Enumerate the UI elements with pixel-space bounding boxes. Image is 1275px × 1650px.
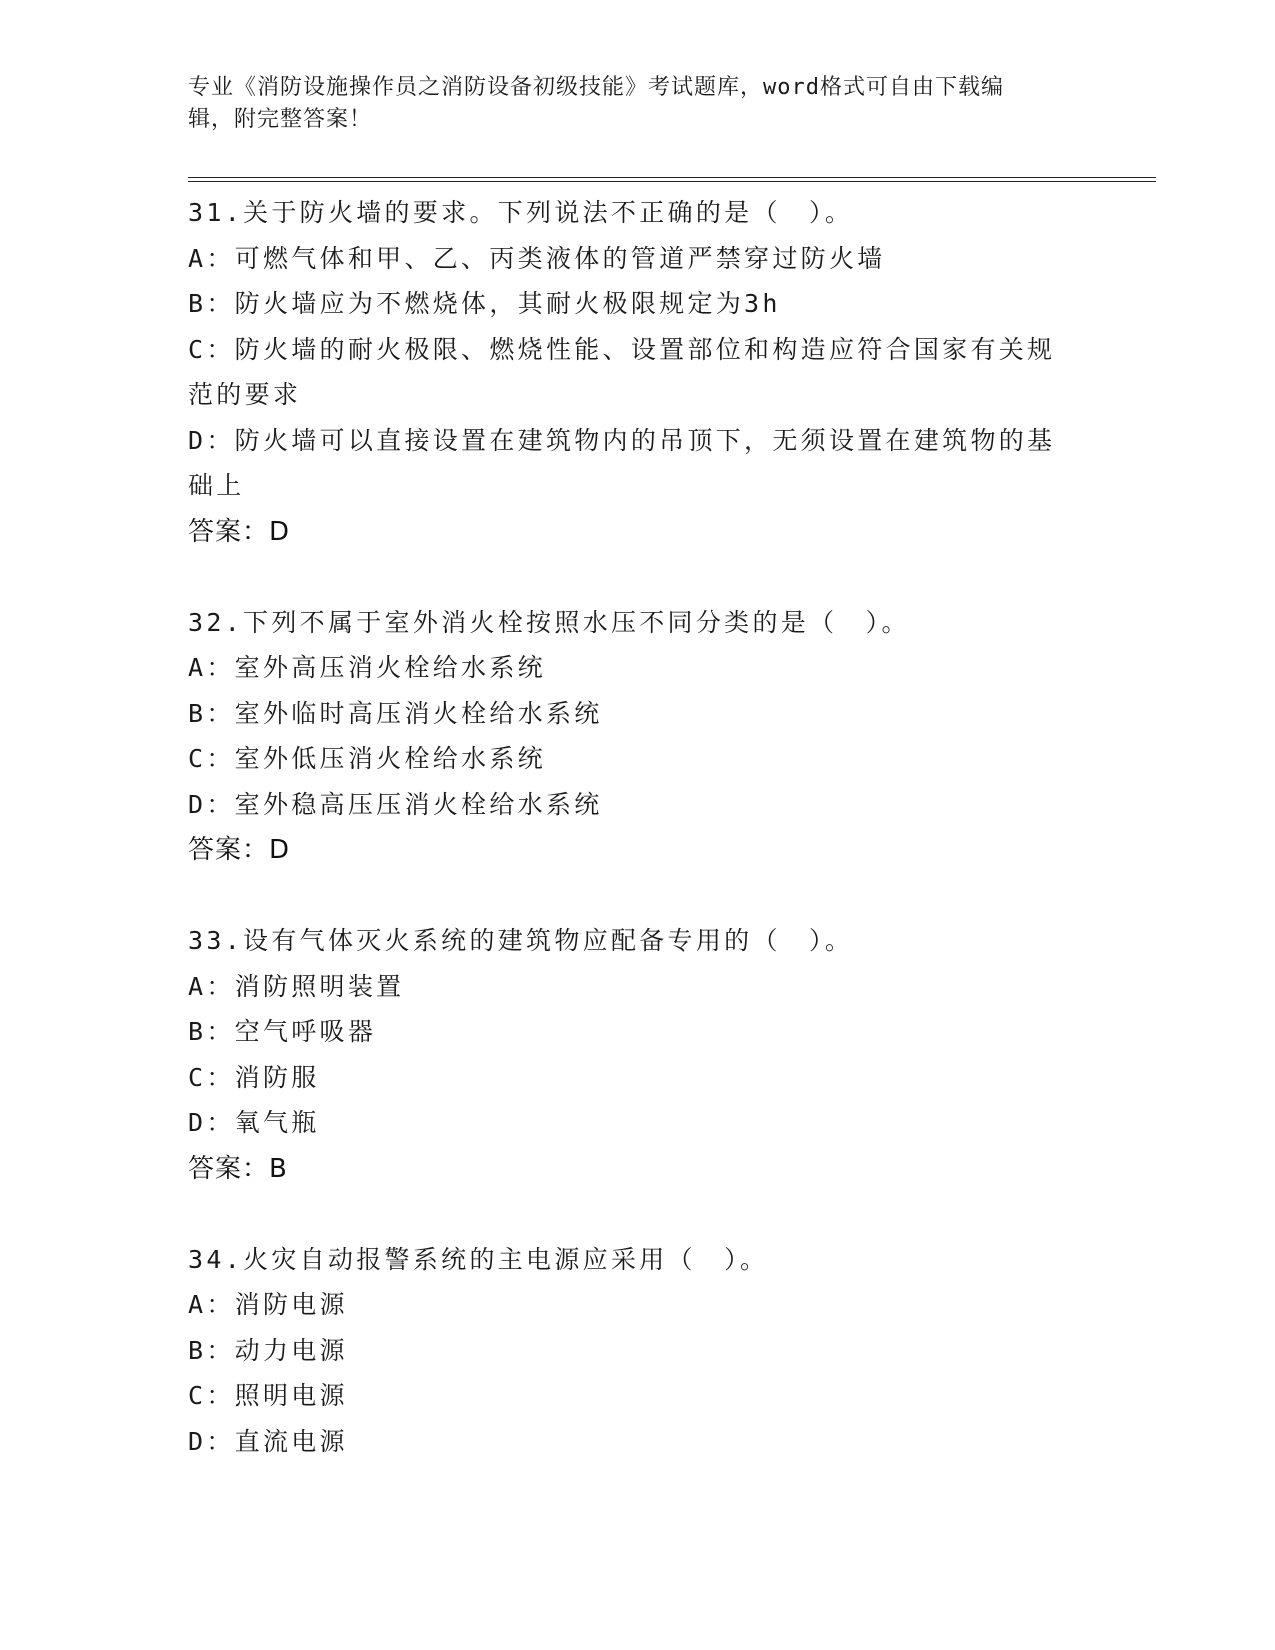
option-b	[188, 1009, 1078, 1055]
answer-label: 答案：D	[188, 516, 291, 547]
option-c	[188, 327, 1078, 418]
question-32	[188, 600, 1078, 874]
question-stem: 33.设有气体灭火系统的建筑物应配备专用的（ ）。	[188, 926, 854, 955]
header-rule-top	[188, 177, 1156, 178]
answer-label: 答案：B	[188, 1153, 288, 1184]
option-text: B：室外临时高压消火栓给水系统	[188, 698, 603, 728]
option-a	[188, 964, 1078, 1010]
option-c	[188, 1055, 1078, 1101]
option-b	[188, 691, 1078, 737]
option-text: D：直流电源	[188, 1426, 348, 1456]
option-text: C：防火墙的耐火极限、燃烧性能、设置部位和构造应符合国家有关规	[188, 334, 1056, 364]
option-text: C：照明电源	[188, 1381, 348, 1410]
option-text: B：动力电源	[188, 1335, 348, 1365]
option-d	[188, 782, 1078, 828]
option-b	[188, 1328, 1078, 1374]
option-text: A：室外高压消火栓给水系统	[188, 653, 546, 682]
option-text: A：消防照明装置	[188, 971, 405, 1001]
answer-label: 答案：D	[188, 835, 291, 865]
option-d	[188, 418, 1078, 509]
question-33	[188, 918, 1078, 1192]
question-stem: 32.下列不属于室外消火栓按照水压不同分类的是（ ）。	[188, 607, 910, 637]
option-d	[188, 1419, 1078, 1465]
option-a	[188, 645, 1078, 691]
option-text: D：防火墙可以直接设置在建筑物内的吊顶下，无须设置在建筑物的基	[188, 425, 1056, 455]
question-stem: 31.关于防火墙的要求。下列说法不正确的是（ ）。	[188, 198, 854, 227]
option-text: A：可燃气体和甲、乙、丙类液体的管道严禁穿过防火墙	[188, 243, 886, 273]
option-c	[188, 736, 1078, 782]
header-line-1: 专业《消防设施操作员之消防设备初级技能》考试题库，word格式可自由下载编	[188, 75, 1004, 100]
header-line-2: 辑，附完整答案！	[188, 107, 373, 132]
option-text: D：氧气瓶	[188, 1108, 320, 1137]
option-text: B：空气呼吸器	[188, 1017, 377, 1046]
question-34	[188, 1237, 1078, 1465]
option-text-continued: 范的要求	[188, 380, 302, 409]
option-a	[188, 1282, 1078, 1328]
header-rule-bottom	[188, 181, 1156, 182]
question-list	[188, 190, 1078, 1509]
option-c	[188, 1373, 1078, 1419]
option-text: C：室外低压消火栓给水系统	[188, 744, 546, 773]
option-b	[188, 281, 1078, 327]
option-text: D：室外稳高压压消火栓给水系统	[188, 789, 603, 819]
option-text: B：防火墙应为不燃烧体，其耐火极限规定为3h	[188, 289, 781, 318]
option-text: A：消防电源	[188, 1290, 348, 1319]
option-a	[188, 236, 1078, 282]
option-text-continued: 础上	[188, 471, 245, 500]
document-header	[188, 72, 1068, 136]
option-text: C：消防服	[188, 1062, 320, 1092]
question-stem: 34.火灾自动报警系统的主电源应采用（ ）。	[188, 1244, 769, 1274]
question-31	[188, 190, 1078, 555]
option-d	[188, 1100, 1078, 1146]
